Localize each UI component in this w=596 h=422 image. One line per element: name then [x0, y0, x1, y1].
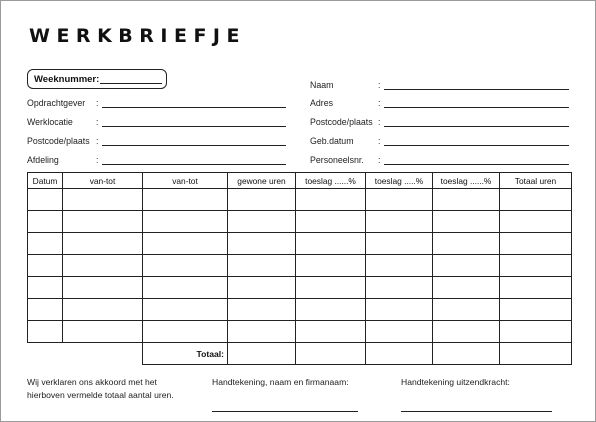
table-cell[interactable]: [366, 211, 433, 233]
total-cell[interactable]: [228, 343, 296, 365]
header-toeslag-3: toeslag ......%: [433, 173, 500, 189]
werklocatie-input-line[interactable]: [102, 126, 286, 127]
total-cell[interactable]: [296, 343, 366, 365]
signature-agency-label: Handtekening uitzendkracht:: [401, 377, 510, 387]
opdrachtgever-input-line[interactable]: [102, 107, 286, 108]
header-toeslag-2: toeslag .....%: [366, 173, 433, 189]
table-cell[interactable]: [143, 233, 228, 255]
table-cell[interactable]: [228, 189, 296, 211]
geb-datum-label: Geb.datum: [310, 136, 354, 146]
header-van-tot-2: van-tot: [143, 173, 228, 189]
postcode-plaats-right-input-line[interactable]: [384, 126, 569, 127]
table-cell[interactable]: [500, 255, 572, 277]
afdeling-colon: :: [96, 155, 99, 165]
table-cell[interactable]: [143, 277, 228, 299]
table-cell[interactable]: [500, 277, 572, 299]
table-cell[interactable]: [433, 277, 500, 299]
table-cell[interactable]: [500, 321, 572, 343]
table-cell[interactable]: [366, 233, 433, 255]
table-cell[interactable]: [28, 299, 63, 321]
adres-colon: :: [378, 98, 381, 108]
agreement-text: [27, 376, 174, 402]
table-row: [28, 233, 572, 255]
werklocatie-colon: :: [96, 117, 99, 127]
table-cell[interactable]: [296, 277, 366, 299]
weeknummer-input-line[interactable]: [100, 83, 162, 84]
personeelsnr-label: Personeelsnr.: [310, 155, 364, 165]
table-cell[interactable]: [28, 189, 63, 211]
total-cell[interactable]: [366, 343, 433, 365]
table-cell[interactable]: [433, 233, 500, 255]
table-row: [28, 189, 572, 211]
opdrachtgever-colon: :: [96, 98, 99, 108]
table-cell[interactable]: [366, 321, 433, 343]
table-row: [28, 255, 572, 277]
hours-table: [27, 172, 572, 365]
table-cell[interactable]: [228, 277, 296, 299]
total-label: Totaal:: [143, 343, 228, 365]
table-cell[interactable]: [296, 211, 366, 233]
table-cell[interactable]: [143, 299, 228, 321]
table-cell[interactable]: [296, 321, 366, 343]
table-cell[interactable]: [28, 211, 63, 233]
naam-input-line[interactable]: [384, 89, 569, 90]
table-cell[interactable]: [433, 189, 500, 211]
table-cell[interactable]: [228, 233, 296, 255]
table-cell[interactable]: [63, 189, 143, 211]
weeknummer-box[interactable]: [27, 69, 167, 89]
afdeling-label: Afdeling: [27, 155, 59, 165]
table-cell[interactable]: [433, 299, 500, 321]
postcode-plaats-right-label: Postcode/plaats: [310, 117, 373, 127]
table-cell[interactable]: [143, 321, 228, 343]
signature-client-line[interactable]: [212, 411, 358, 412]
personeelsnr-colon: :: [378, 155, 381, 165]
table-cell[interactable]: [63, 299, 143, 321]
table-row: [28, 321, 572, 343]
header-van-tot-1: van-tot: [63, 173, 143, 189]
postcode-plaats-right-colon: :: [378, 117, 381, 127]
table-cell[interactable]: [500, 233, 572, 255]
weeknummer-label: Weeknummer:: [34, 74, 100, 85]
table-cell[interactable]: [366, 299, 433, 321]
table-cell[interactable]: [500, 299, 572, 321]
agreement-line-2: hierboven vermelde totaal aantal uren.: [27, 390, 174, 400]
header-totaal-uren: Totaal uren: [500, 173, 572, 189]
total-cell[interactable]: [433, 343, 500, 365]
agreement-line-1: Wij verklaren ons akkoord met het: [27, 377, 157, 387]
table-header-row: [28, 173, 572, 189]
total-cell[interactable]: [500, 343, 572, 365]
geb-datum-input-line[interactable]: [384, 145, 569, 146]
table-cell[interactable]: [228, 255, 296, 277]
table-cell[interactable]: [63, 255, 143, 277]
postcode-plaats-input-line[interactable]: [102, 145, 286, 146]
table-cell[interactable]: [28, 233, 63, 255]
signature-agency-line[interactable]: [401, 411, 552, 412]
table-cell[interactable]: [296, 233, 366, 255]
naam-colon: :: [378, 80, 381, 90]
table-cell[interactable]: [296, 255, 366, 277]
table-total-row: [28, 343, 572, 365]
table-row: [28, 277, 572, 299]
table-cell[interactable]: [296, 189, 366, 211]
table-cell[interactable]: [366, 189, 433, 211]
table-cell[interactable]: [500, 189, 572, 211]
table-cell[interactable]: [28, 255, 63, 277]
table-cell[interactable]: [63, 321, 143, 343]
table-cell[interactable]: [63, 211, 143, 233]
table-cell[interactable]: [433, 211, 500, 233]
form-title: WERKBRIEFJE: [29, 25, 246, 47]
table-cell[interactable]: [28, 321, 63, 343]
table-cell[interactable]: [366, 277, 433, 299]
table-cell[interactable]: [433, 321, 500, 343]
table-cell[interactable]: [143, 211, 228, 233]
table-cell[interactable]: [433, 255, 500, 277]
table-cell[interactable]: [28, 277, 63, 299]
table-row: [28, 211, 572, 233]
total-row-spacer: [28, 343, 143, 365]
table-cell[interactable]: [228, 321, 296, 343]
header-gewone-uren: gewone uren: [228, 173, 296, 189]
adres-label: Adres: [310, 98, 333, 108]
table-cell[interactable]: [143, 255, 228, 277]
adres-input-line[interactable]: [384, 107, 569, 108]
table-cell[interactable]: [228, 211, 296, 233]
table-cell[interactable]: [143, 189, 228, 211]
opdrachtgever-label: Opdrachtgever: [27, 98, 86, 108]
afdeling-input-line[interactable]: [102, 164, 286, 165]
table-cell[interactable]: [296, 299, 366, 321]
signature-client-label: Handtekening, naam en firmanaam:: [212, 377, 349, 387]
table-cell[interactable]: [63, 233, 143, 255]
postcode-plaats-colon: :: [96, 136, 99, 146]
table-cell[interactable]: [500, 211, 572, 233]
table-row: [28, 299, 572, 321]
table-cell[interactable]: [228, 299, 296, 321]
werklocatie-label: Werklocatie: [27, 117, 73, 127]
header-toeslag-1: toeslag ......%: [296, 173, 366, 189]
personeelsnr-input-line[interactable]: [384, 164, 569, 165]
table-cell[interactable]: [366, 255, 433, 277]
header-datum: Datum: [28, 173, 63, 189]
geb-datum-colon: :: [378, 136, 381, 146]
naam-label: Naam: [310, 80, 334, 90]
table-cell[interactable]: [63, 277, 143, 299]
postcode-plaats-label: Postcode/plaats: [27, 136, 90, 146]
